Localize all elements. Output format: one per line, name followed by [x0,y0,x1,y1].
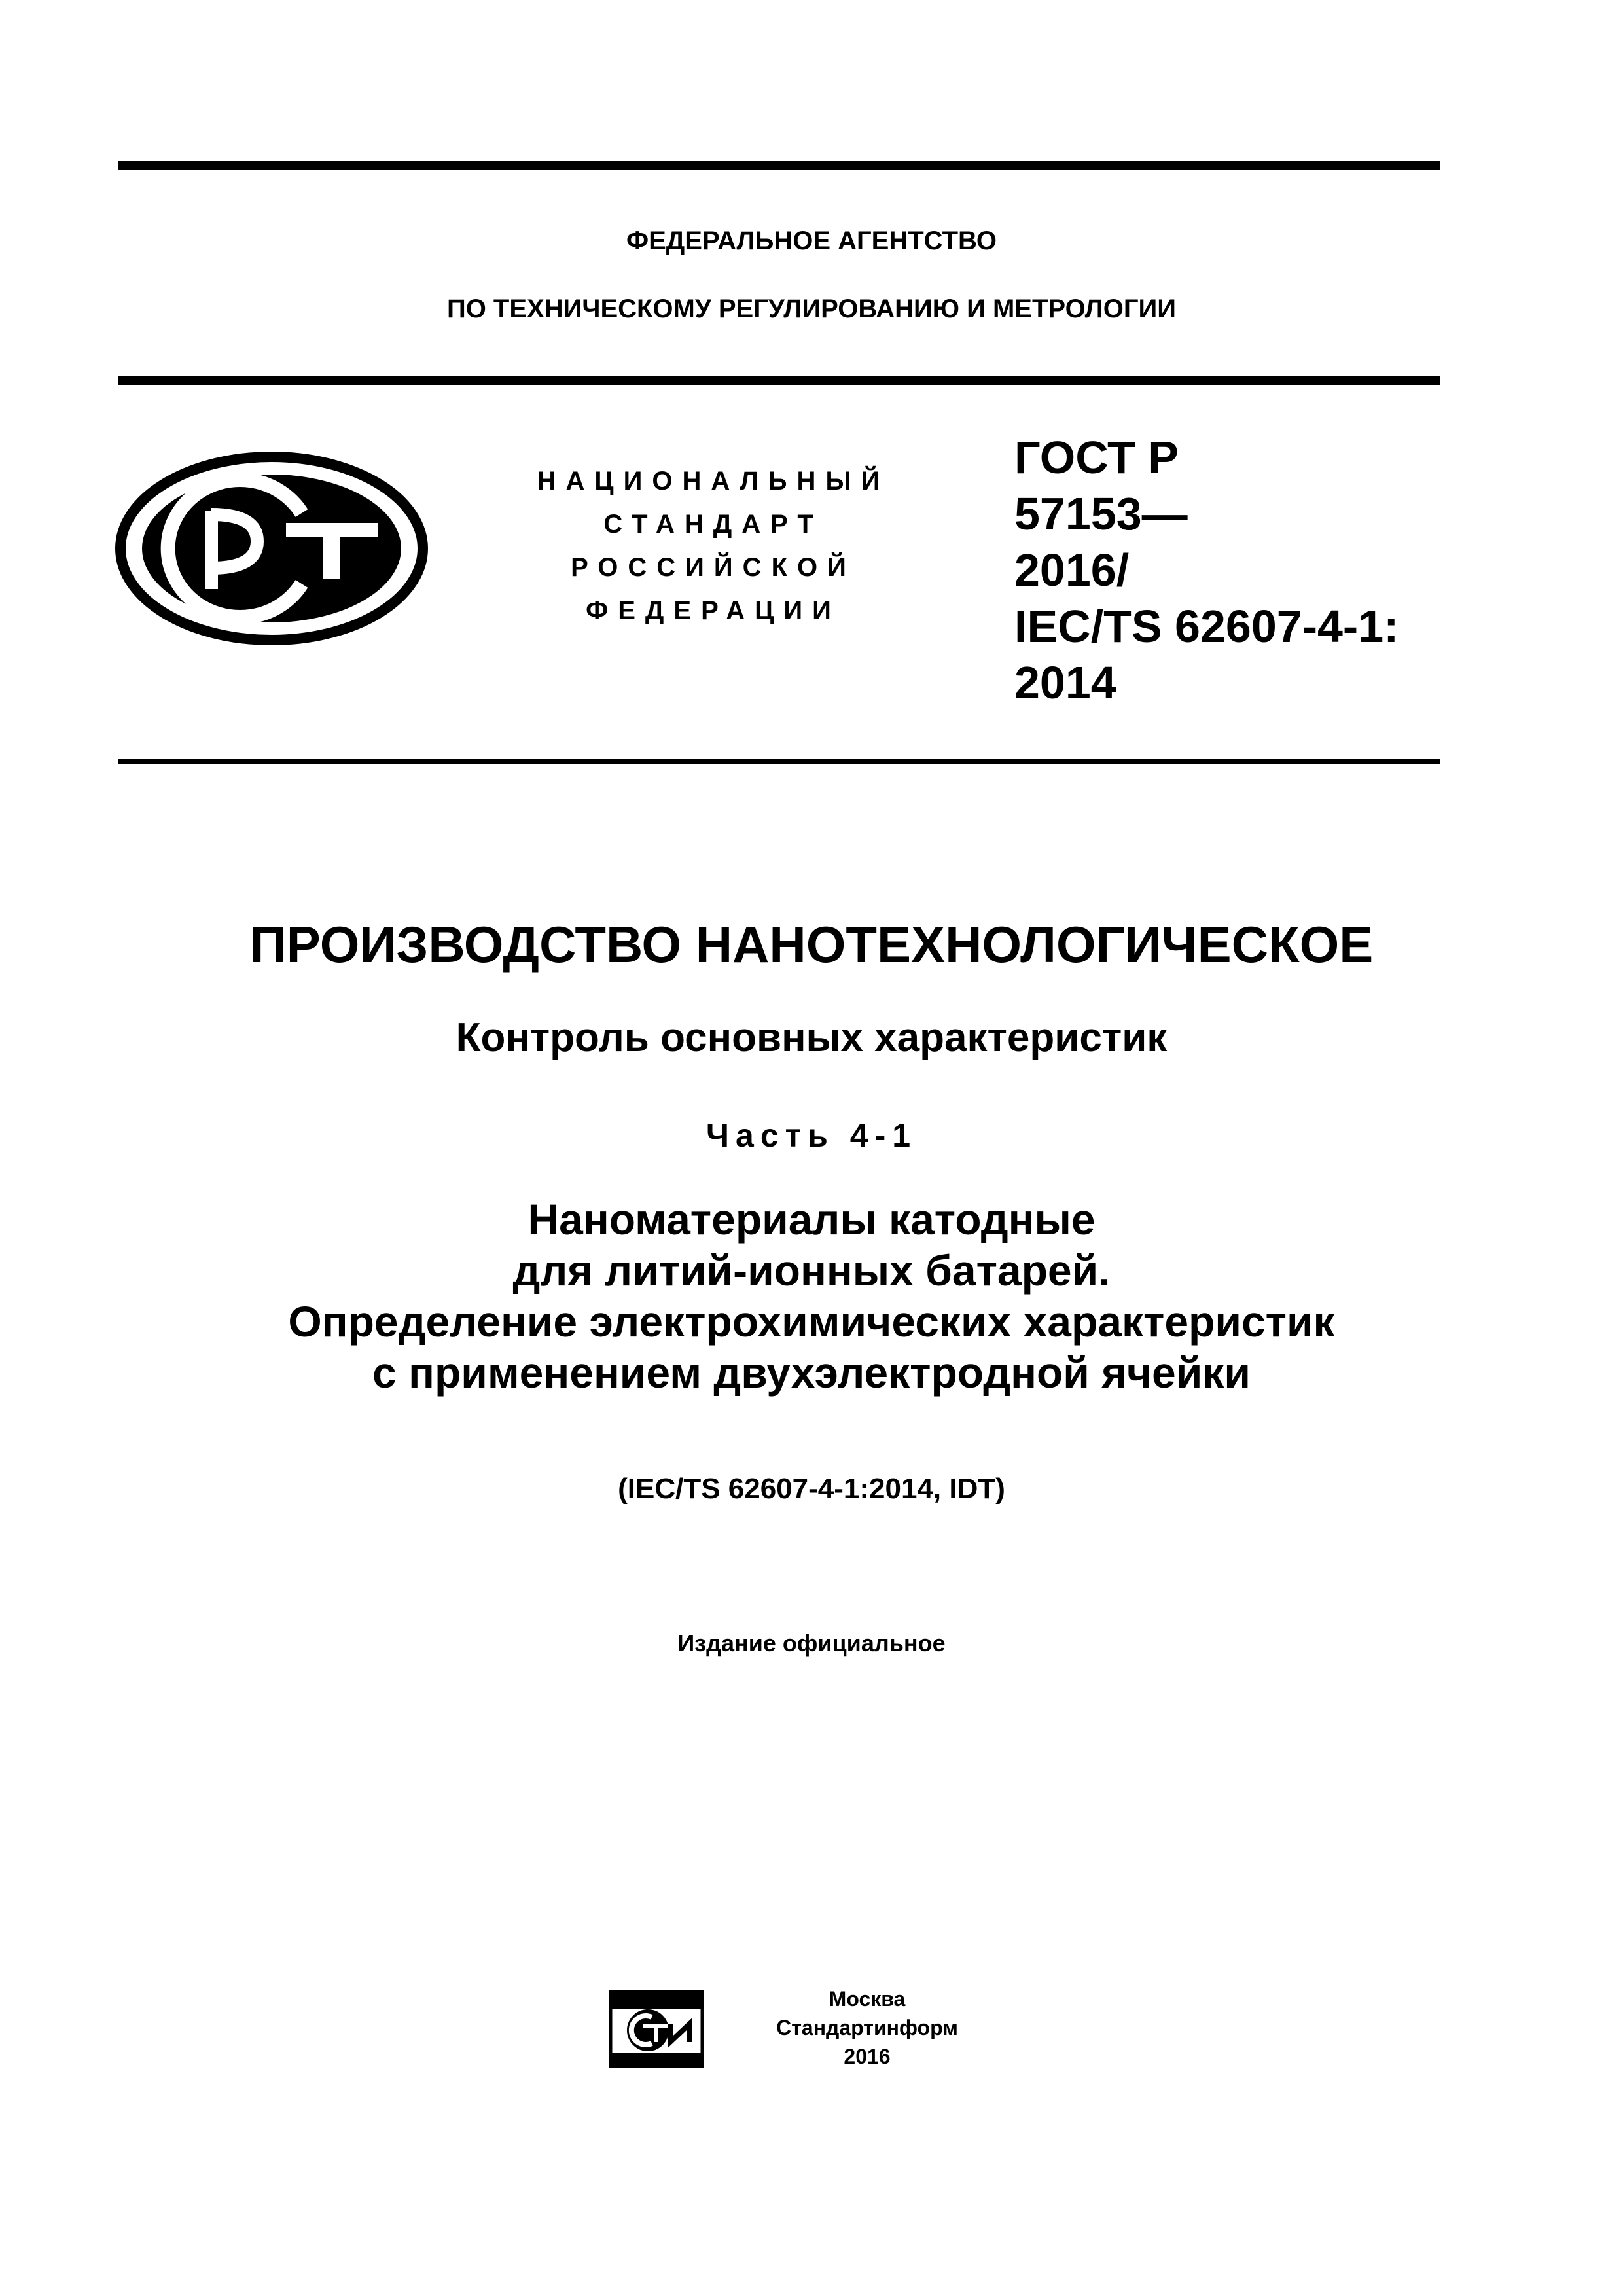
publisher-city: Москва [829,1987,906,2011]
document-title: ПРОИЗВОДСТВО НАНОТЕХНОЛОГИЧЕСКОЕ [249,916,1374,973]
part-number: Часть 4-1 [705,1117,918,1154]
standard-type-line-4: ФЕДЕРАЦИИ [586,596,841,625]
standard-type-line-1: НАЦИОНАЛЬНЫЙ [537,467,890,495]
publisher-name: Стандартинформ [776,2016,958,2039]
agency-line-2: ПО ТЕХНИЧЕСКОМУ РЕГУЛИРОВАНИЮ И МЕТРОЛОГИИ [446,295,1177,323]
standard-type-line-3: РОССИЙСКОЙ [571,553,856,582]
designation-line-1: ГОСТ Р [1014,432,1179,483]
edition-label: Издание официальное [677,1630,946,1657]
designation-line-2: 57153— [1014,488,1188,539]
international-reference: (IEC/TS 62607-4-1:2014, IDT) [618,1473,1005,1505]
description-line-2: для литий-ионных батарей. [512,1246,1111,1295]
designation-line-4: IEC/TS 62607-4-1: [1014,601,1399,652]
top-rule [118,161,1440,170]
rst-logo-icon [115,450,429,647]
standard-type-line-2: СТАНДАРТ [603,510,823,539]
designation-line-5: 2014 [1014,657,1116,708]
header-rule [118,376,1440,385]
designation-rule [118,759,1440,764]
description-line-1: Наноматериалы катодные [527,1195,1096,1244]
agency-line-1: ФЕДЕРАЛЬНОЕ АГЕНТСТВО [626,226,997,255]
description-line-4: с применением двухэлектродной ячейки [372,1348,1251,1397]
sti-logo-icon [609,1990,707,2068]
designation-line-3: 2016/ [1014,545,1130,596]
publisher-year: 2016 [844,2045,891,2068]
description-line-3: Определение электрохимических характеристик [288,1297,1335,1346]
document-subtitle: Контроль основных характеристик [455,1015,1168,1060]
